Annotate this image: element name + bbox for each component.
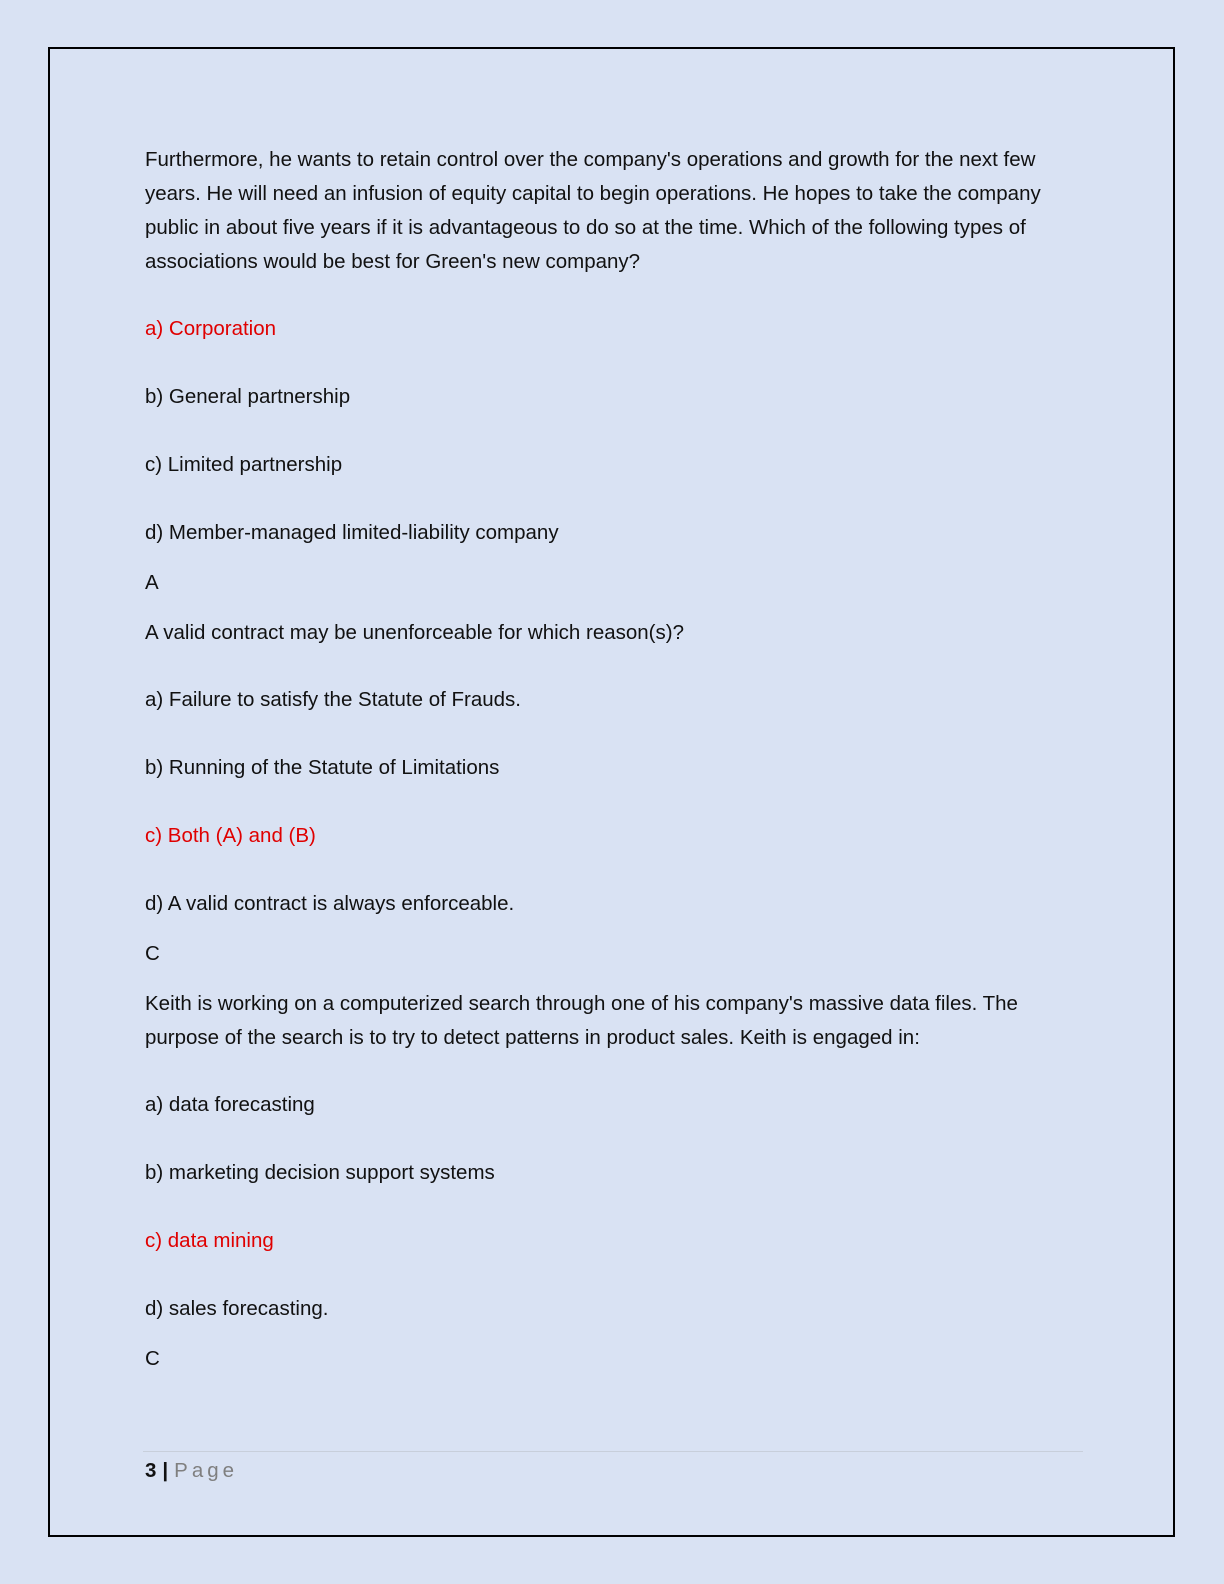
question-1-text: Furthermore, he wants to retain control over the company's operations and growth for the next few years. He will need an infusion of equity capital to begin operations. He hopes to take the company public in about five years if it is advantageous to do so at the time. Which of the following types of associations would be best for Green's new company? xyxy=(145,148,1041,273)
question-3-option-a: a) data forecasting xyxy=(145,1093,315,1116)
question-3-text: Keith is working on a computerized search through one of his company's massive data files. The purpose of the search is to try to detect patterns in product sales. Keith is engaged in: xyxy=(145,992,1018,1049)
page-footer xyxy=(145,1454,238,1488)
question-2-option-b: b) Running of the Statute of Limitations xyxy=(145,756,500,779)
question-1-option-c: c) Limited partnership xyxy=(145,453,343,476)
question-3-option-c: c) data mining xyxy=(145,1229,274,1252)
question-2-answer: C xyxy=(145,942,160,965)
document-body xyxy=(145,143,1085,1392)
page-number: 3 xyxy=(145,1459,157,1482)
question-1-option-a: a) Corporation xyxy=(145,317,277,340)
footer-separator: | xyxy=(162,1459,169,1482)
question-2-option-a: a) Failure to satisfy the Statute of Frauds. xyxy=(145,688,522,711)
question-2-option-c: c) Both (A) and (B) xyxy=(145,824,316,847)
question-3-option-b: b) marketing decision support systems xyxy=(145,1161,495,1184)
page-label: Page xyxy=(174,1459,239,1482)
question-1-option-d: d) Member-managed limited-liability company xyxy=(145,521,559,544)
question-2-option-d: d) A valid contract is always enforceable. xyxy=(145,892,515,915)
question-3-option-d: d) sales forecasting. xyxy=(145,1297,329,1320)
question-1-option-b: b) General partnership xyxy=(145,385,351,408)
question-3-answer: C xyxy=(145,1347,160,1370)
question-1-answer: A xyxy=(145,571,159,594)
footer-divider xyxy=(143,1451,1083,1452)
question-2-text: A valid contract may be unenforceable for which reason(s)? xyxy=(145,621,684,644)
